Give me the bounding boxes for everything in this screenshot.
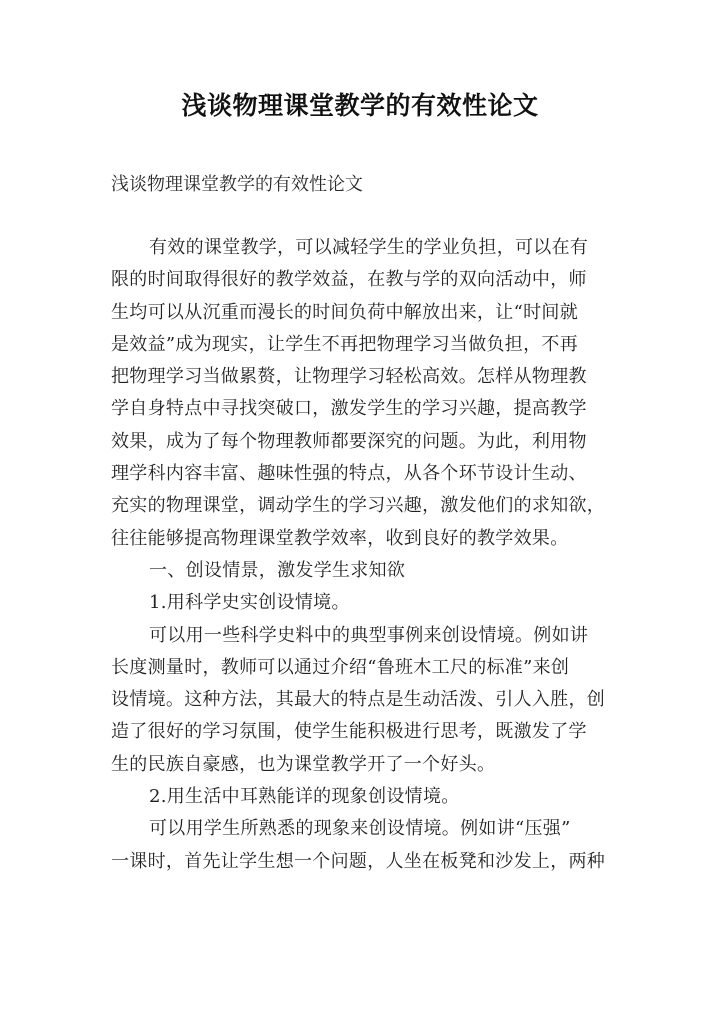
- document-title: 浅谈物理课堂教学的有效性论文: [181, 91, 539, 120]
- paragraph-line: 往往能够提高物理课堂教学效率，收到良好的教学效果。: [111, 527, 569, 549]
- paragraph-line: 学自身特点中寻找突破口，激发学生的学习兴趣，提高教学: [111, 398, 587, 420]
- paragraph-line: 效果，成为了每个物理教师都要深究的问题。为此，利用物: [111, 430, 587, 452]
- document-body: [111, 232, 611, 878]
- paragraph-line: 造了很好的学习氛围，使学生能积极进行思考，既激发了学: [111, 721, 587, 743]
- paragraph-line: 设情境。这种方法，其最大的特点是生动活泼、引人入胜，创: [111, 689, 606, 711]
- document-subtitle: 浅谈物理课堂教学的有效性论文: [111, 174, 363, 195]
- paragraph-line: 限的时间取得很好的教学效益，在教与学的双向活动中，师: [111, 269, 587, 291]
- paragraph-line: 生均可以从沉重而漫长的时间负荷中解放出来，让“时间就: [111, 301, 578, 323]
- paragraph-line: 长度测量时，教师可以通过介绍“鲁班木工尺的标准”来创: [111, 656, 570, 678]
- paragraph-line: 把物理学习当做累赘，让物理学习轻松高效。怎样从物理教: [111, 366, 587, 388]
- paragraph-line: 充实的物理课堂，调动学生的学习兴趣，激发他们的求知欲，: [111, 495, 606, 517]
- paragraph-line: 可以用学生所熟悉的现象来创设情境。例如讲“压强”: [149, 818, 571, 840]
- paragraph-line: 生的民族自豪感，也为课堂教学开了一个好头。: [111, 753, 496, 775]
- section-heading: 一、创设情景，激发学生求知欲: [149, 559, 406, 581]
- paragraph-line: 是效益”成为现实，让学生不再把物理学习当做负担，不再: [111, 333, 578, 355]
- subsection-heading: 2.用生活中耳熟能详的现象创设情境。: [149, 786, 460, 808]
- paragraph-line: 有效的课堂教学，可以减轻学生的学业负担，可以在有: [149, 237, 589, 258]
- subsection-heading: 1.用科学史实创设情境。: [149, 592, 350, 614]
- paragraph-line: 一课时，首先让学生想一个问题，人坐在板凳和沙发上，两种: [111, 850, 606, 872]
- paragraph-line: 可以用一些科学史料中的典型事例来创设情境。例如讲: [149, 624, 589, 646]
- paragraph-line: 理学科内容丰富、趣味性强的特点，从各个环节设计生动、: [111, 463, 587, 485]
